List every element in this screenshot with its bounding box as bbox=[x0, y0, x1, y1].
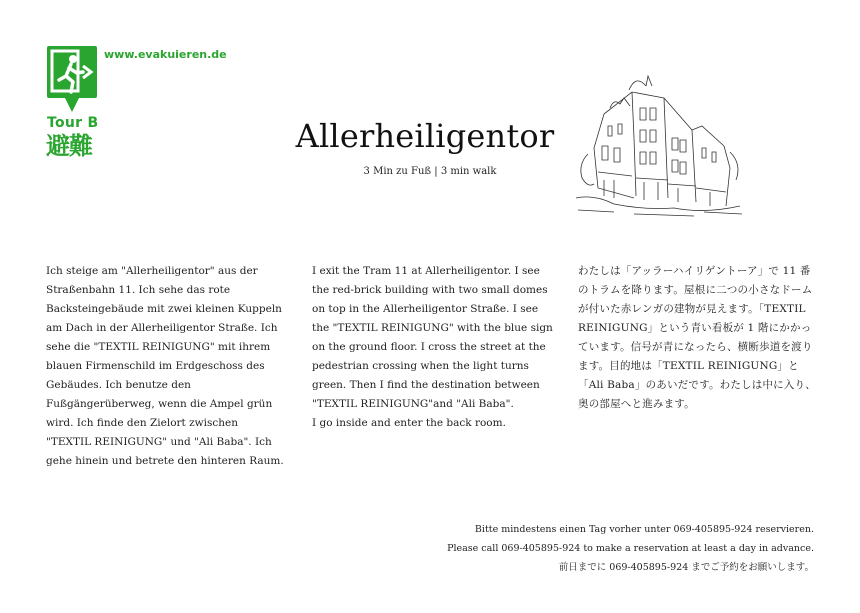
logo-pin bbox=[64, 96, 80, 112]
description-english-closing: I go inside and enter the back room. bbox=[312, 417, 506, 429]
emergency-exit-icon bbox=[47, 46, 97, 98]
page-title: Allerheiligentor bbox=[295, 117, 555, 155]
tour-label: Tour B bbox=[47, 115, 99, 131]
reservation-notice bbox=[447, 520, 814, 577]
walk-time: 3 Min zu Fuß | 3 min walk bbox=[363, 166, 497, 177]
description-german: Ich steige am "Allerheiligentor" aus der Straßenbahn 11. Ich sehe das rote Backsteingebäude mit zwei kleinen Kuppeln am Dach in der Allerheiligentor Straße. Ich sehe die "TEXTIL REINIGUNG" mit ihrem blauen Firmenschild im Erdgeschoss des Gebäudes. Ich benutze den Fußgängerüberweg, wenn die Ampel grün wird. Ich finde den Zielort zwischen "TEXTIL REINIGUNG" und "Ali Baba". Ich gehe hinein und betrete den hinteren Raum. bbox=[46, 265, 284, 467]
reservation-english: Please call 069-405895-924 to make a reservation at least a day in advance. bbox=[447, 543, 814, 554]
tour-kanji: 避難 bbox=[46, 132, 92, 160]
description-japanese: わたしは「アッラーハイリゲントーア」で 11 番のトラムを降ります。屋根に二つの小さなドームが付いた赤レンガの建物が見えます。「TEXTIL REINIGUNG」という青い看板が 1 階にかかっています。信号が青になったら、横断歩道を渡ります。目的地は「TEXTIL REINIGUNG」と「Ali Baba」のあいだです。わたしは中に入り、奥の部屋へと進みます。 bbox=[578, 265, 816, 410]
description-english: I exit the Tram 11 at Allerheiligentor. I see the red-brick building with two small domes on top in the Allerheiligentor Straße. I see the "TEXTIL REINIGUNG" with the blue sign on the ground floor. I cross the street at the pedestrian crossing when the light turns green. Then I find the destination between "TEXTIL REINIGUNG"and "Ali Baba". bbox=[312, 265, 553, 410]
site-url-link[interactable]: www.evakuieren.de bbox=[104, 48, 227, 61]
description-english-block bbox=[312, 262, 557, 433]
reservation-german: Bitte mindestens einen Tag vorher unter 069-405895-924 reservieren. bbox=[474, 524, 814, 535]
building-sketch-icon bbox=[574, 68, 744, 218]
reservation-japanese: 前日までに 069-405895-924 までご予約をお願いします。 bbox=[558, 562, 814, 573]
